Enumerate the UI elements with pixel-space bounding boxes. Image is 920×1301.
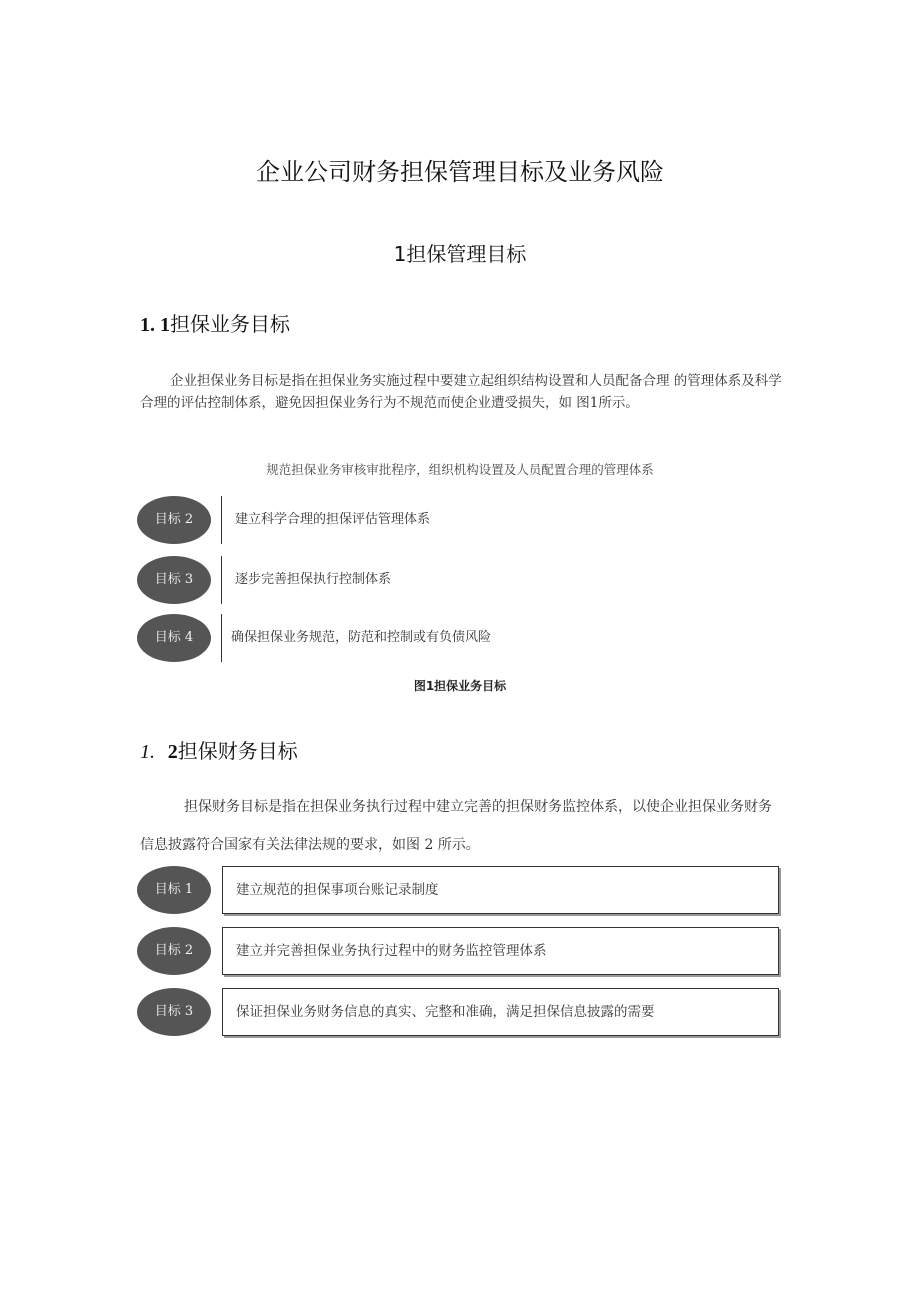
bracket-line xyxy=(221,556,232,604)
subsection-heading-1 xyxy=(140,308,290,337)
figure2-item xyxy=(137,927,782,977)
goal-text: 保证担保业务财务信息的真实、完整和准确，满足担保信息披露的需要 xyxy=(236,1004,655,1020)
subsection-title: 担保业务目标 xyxy=(170,312,290,336)
subsection-title: 担保财务目标 xyxy=(177,739,298,763)
goal-box xyxy=(222,866,779,914)
goal-text: 建立科学合理的担保评估管理体系 xyxy=(235,512,431,527)
figure2-item xyxy=(137,988,782,1038)
goal-text: 建立规范的担保事项台账记录制度 xyxy=(236,882,439,898)
paragraph-1: 企业担保业务目标是指在担保业务实施过程中要建立起组织结构设置和人员配备合理 的管理体系及科学合理的评估控制体系，避免因担保业务行为不规范而使企业遭受损失，如 图1所示。 xyxy=(140,373,782,411)
figure2-item xyxy=(137,866,782,916)
goal-oval: 目标 3 xyxy=(137,556,211,604)
goal-text: 逐步完善担保执行控制体系 xyxy=(235,572,392,587)
goal-box xyxy=(222,927,779,975)
goal-oval: 目标 3 xyxy=(137,988,211,1036)
bracket-line xyxy=(221,496,232,544)
subsection-heading-2 xyxy=(140,735,298,764)
goal-box xyxy=(222,988,779,1036)
goal-text: 建立并完善担保业务执行过程中的财务监控管理体系 xyxy=(236,943,547,959)
goal-text: 确保担保业务规范，防范和控制或有负债风险 xyxy=(231,630,492,645)
subsection-number: 1. 1 xyxy=(140,314,170,336)
figure1-caption: 图1担保业务目标 xyxy=(413,679,507,693)
subsection-number-bold: 2 xyxy=(167,741,178,763)
document-title: 企业公司财务担保管理目标及业务风险 xyxy=(256,158,664,186)
goal-oval: 目标 2 xyxy=(137,496,211,544)
figure1-top-text: 规范担保业务审核审批程序，组织机构设置及人员配置合理的管理体系 xyxy=(266,462,654,477)
subsection-number: 1. xyxy=(140,741,155,763)
goal-oval: 目标 4 xyxy=(137,614,211,662)
goal-oval: 目标 1 xyxy=(137,866,211,914)
goal-oval: 目标 2 xyxy=(137,927,211,975)
section-heading: 1担保管理目标 xyxy=(393,242,527,266)
paragraph-2: 担保财务目标是指在担保业务执行过程中建立完善的担保财务监控体系，以使企业担保业务财务信息披露符合国家有关法律法规的要求，如图 2 所示。 xyxy=(140,799,772,853)
